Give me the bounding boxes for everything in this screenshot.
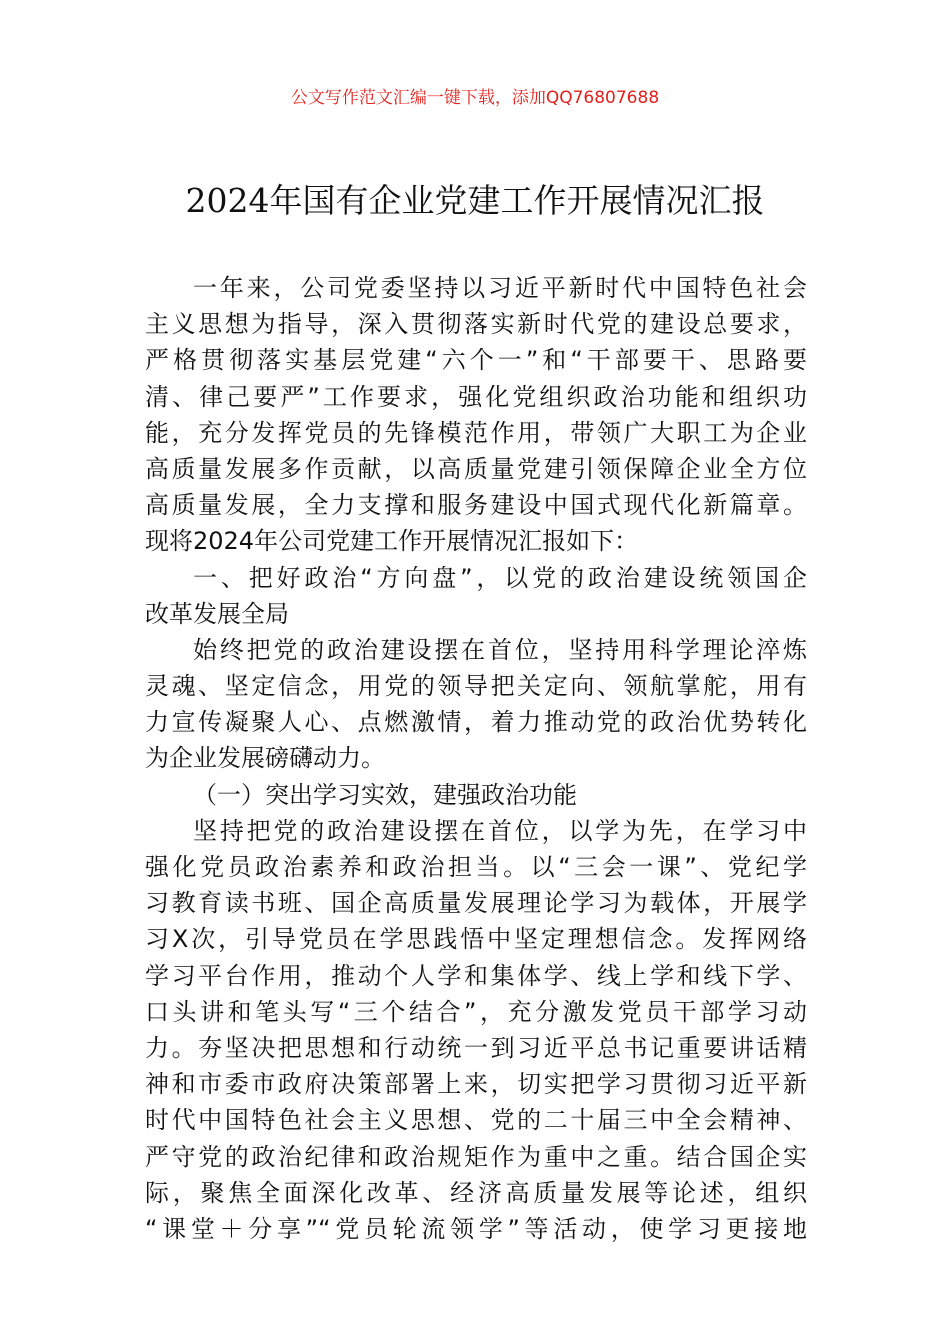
body-line: 力宣传凝聚人心、点燃激情，着力推动党的政治优势转化 xyxy=(145,708,807,737)
body-line: “课堂＋分享”“党员轮流领学”等活动，使学习更接地 xyxy=(145,1214,807,1243)
body-line: 清、律己要严”工作要求，强化党组织政治功能和组织功 xyxy=(145,382,807,411)
body-line: 主义思想为指导，深入贯彻落实新时代党的建设总要求， xyxy=(145,310,807,339)
body-line: 强化党员政治素养和政治担当。以“三会一课”、党纪学 xyxy=(145,853,807,881)
body-line: 口头讲和笔头写“三个结合”，充分激发党员干部学习动 xyxy=(145,997,807,1026)
body-line: 严守党的政治纪律和政治规矩作为重中之重。结合国企实 xyxy=(145,1142,807,1171)
document-title: 2024年国有企业党建工作开展情况汇报 xyxy=(185,181,765,220)
body-line: 为企业发展磅礴动力。 xyxy=(145,744,385,773)
body-line: 习X次，引导党员在学思践悟中坚定理想信念。发挥网络 xyxy=(145,925,807,954)
body-line: 神和市委市政府决策部署上来，切实把学习贯彻习近平新 xyxy=(145,1070,807,1099)
body-line: 习教育读书班、国企高质量发展理论学习为载体，开展学 xyxy=(145,889,807,918)
section-heading-line: 一、把好政治“方向盘”，以党的政治建设统领国企 xyxy=(193,563,807,592)
body-line: 能，充分发挥党员的先锋模范作用，带领广大职工为企业 xyxy=(145,418,807,447)
body-line: 灵魂、坚定信念，用党的领导把关定向、领航掌舵，用有 xyxy=(145,672,807,701)
section-heading-line: 改革发展全局 xyxy=(145,599,289,628)
body-line: 高质量发展，全力支撑和服务建设中国式现代化新篇章。 xyxy=(145,491,807,520)
promo-banner: 公文写作范文汇编一键下载，添加QQ76807688 xyxy=(290,88,660,108)
body-line: 力。夯坚决把思想和行动统一到习近平总书记重要讲话精 xyxy=(145,1033,807,1062)
subsection-heading-line: （一）突出学习实效，建强政治功能 xyxy=(193,780,577,809)
body-line: 现将2024年公司党建工作开展情况汇报如下： xyxy=(145,527,639,556)
body-line: 一年来，公司党委坚持以习近平新时代中国特色社会 xyxy=(193,274,807,302)
body-line: 高质量发展多作贡献，以高质量党建引领保障企业全方位 xyxy=(145,454,807,483)
body-line: 时代中国特色社会主义思想、党的二十届三中全会精神、 xyxy=(145,1106,807,1135)
body-line: 严格贯彻落实基层党建“六个一”和“干部要干、思路要 xyxy=(145,346,807,375)
body-line: 始终把党的政治建设摆在首位，坚持用科学理论淬炼 xyxy=(193,635,807,664)
body-line: 学习平台作用，推动个人学和集体学、线上学和线下学、 xyxy=(145,961,807,990)
body-line: 坚持把党的政治建设摆在首位，以学为先，在学习中 xyxy=(193,816,807,845)
document-body xyxy=(145,270,807,1247)
body-line: 际，聚焦全面深化改革、经济高质量发展等论述，组织 xyxy=(145,1178,807,1207)
